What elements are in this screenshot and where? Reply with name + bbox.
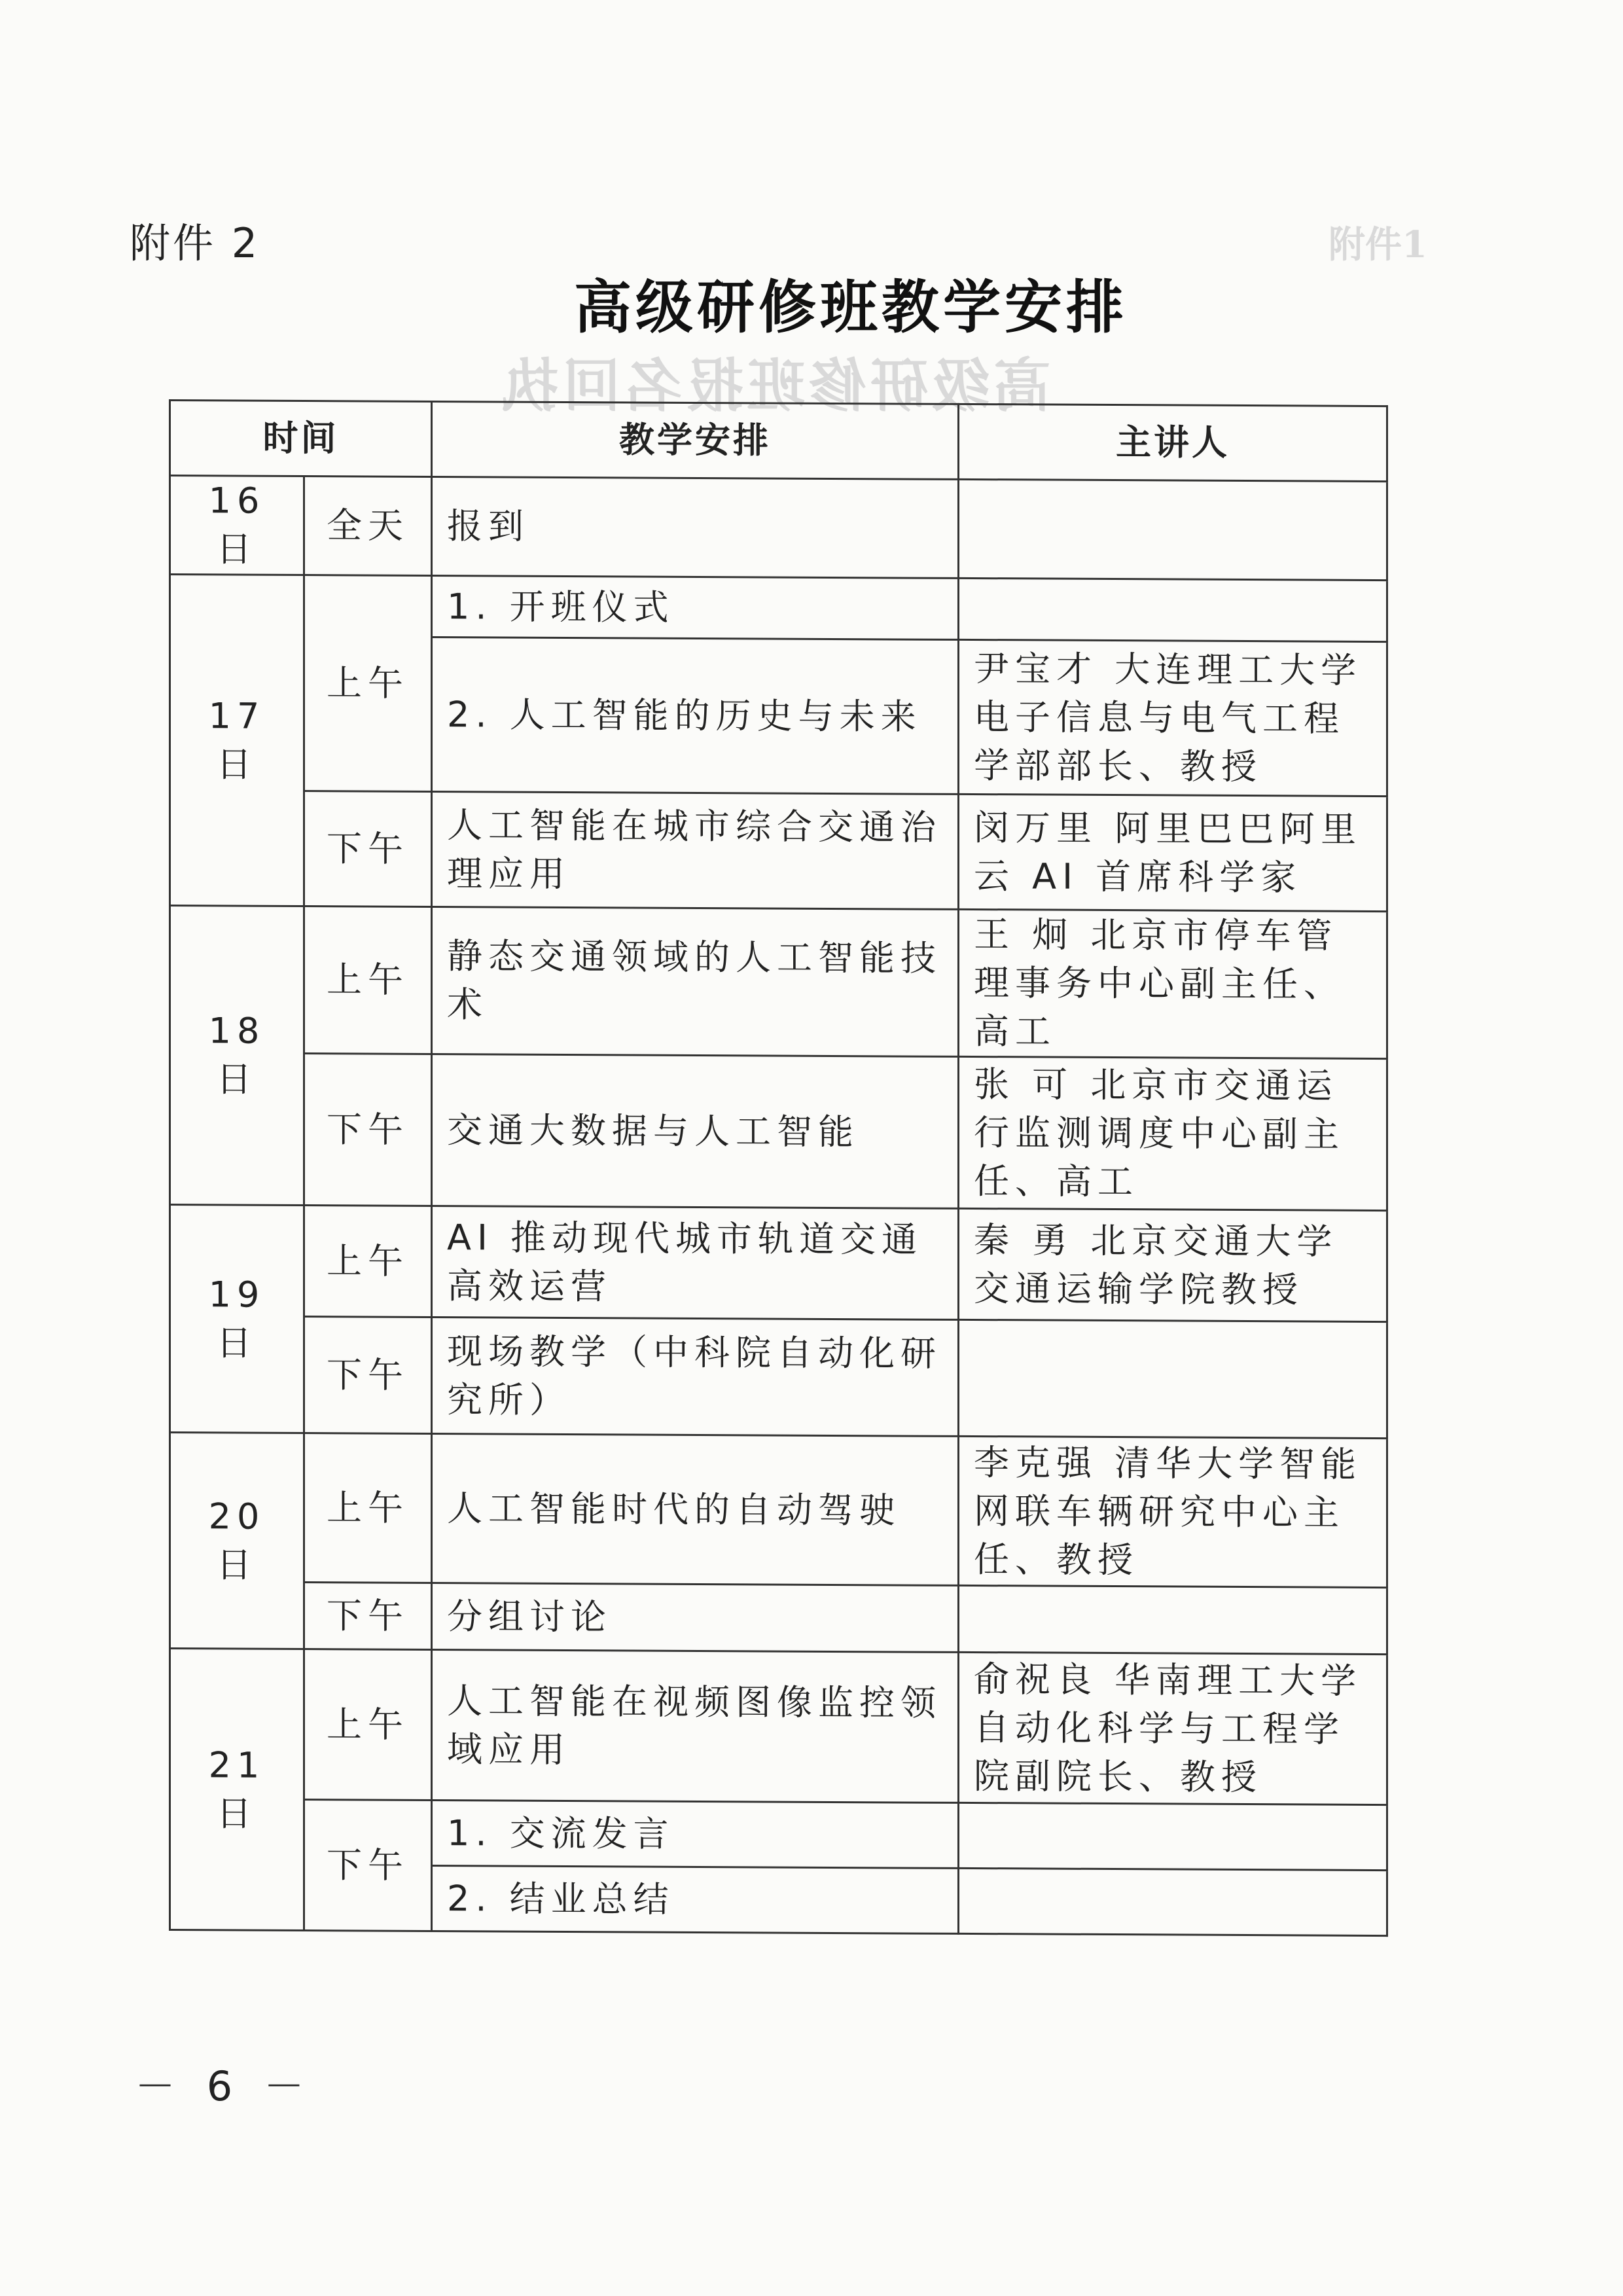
day-cell: 19 日 <box>170 1205 304 1433</box>
period-cell: 上午 <box>304 1649 432 1801</box>
topic-cell: 静态交通领域的人工智能技术 <box>432 906 959 1056</box>
header-arrangement: 教学安排 <box>432 401 959 479</box>
speaker-cell <box>959 1585 1387 1654</box>
table-row <box>170 1053 1387 1211</box>
bleed-through-attachment-label: 附件1 <box>1329 223 1427 266</box>
topic-cell: 人工智能时代的自动驾驶 <box>432 1433 959 1585</box>
topic-cell: AI 推动现代城市轨道交通高效运营 <box>432 1206 959 1319</box>
page-number: － 6 － <box>135 2062 313 2110</box>
table-row <box>170 575 1387 642</box>
topic-cell: 2. 人工智能的历史与未来 <box>432 637 959 794</box>
topic-cell: 2. 结业总结 <box>432 1865 959 1933</box>
period-cell: 上午 <box>304 575 432 792</box>
period-cell: 上午 <box>304 1206 432 1318</box>
period-cell: 下午 <box>304 791 432 907</box>
topic-cell: 交通大数据与人工智能 <box>432 1054 959 1208</box>
schedule-table <box>169 399 1388 1937</box>
speaker-cell <box>959 578 1387 641</box>
speaker-cell: 俞祝良 华南理工大学自动化科学与工程学院副院长、教授 <box>959 1652 1387 1804</box>
speaker-cell <box>959 1868 1387 1935</box>
period-cell: 上午 <box>304 906 432 1054</box>
speaker-cell <box>959 1319 1387 1438</box>
table-row <box>170 791 1387 912</box>
period-cell: 上午 <box>304 1433 432 1583</box>
speaker-cell: 闵万里 阿里巴巴阿里云 AI 首席科学家 <box>959 794 1387 911</box>
day-cell: 16 日 <box>170 476 304 575</box>
table-row <box>170 1433 1387 1588</box>
attachment-label: 附件 2 <box>130 219 260 267</box>
table-header-row <box>170 401 1387 482</box>
day-cell: 20 日 <box>170 1433 304 1649</box>
day-cell: 18 日 <box>170 906 304 1206</box>
speaker-cell <box>959 479 1387 580</box>
period-cell: 全天 <box>304 476 432 576</box>
bleed-through-title: 高级研修班报名回执 <box>497 351 1052 420</box>
document-title: 高级研修班教学安排 <box>573 273 1128 341</box>
speaker-cell: 秦 勇 北京交通大学交通运输学院教授 <box>959 1208 1387 1321</box>
table-row <box>170 476 1387 581</box>
period-cell: 下午 <box>304 1317 432 1434</box>
table-row <box>170 1582 1387 1655</box>
topic-cell: 1. 开班仪式 <box>432 575 959 639</box>
table-row <box>170 1649 1387 1805</box>
topic-cell: 现场教学（中科院自动化研究所） <box>432 1317 959 1436</box>
day-cell: 17 日 <box>170 575 304 906</box>
table-row <box>170 1799 1387 1871</box>
speaker-cell: 尹宝才 大连理工大学电子信息与电气工程学部部长、教授 <box>959 639 1387 796</box>
topic-cell: 人工智能在城市综合交通治理应用 <box>432 791 959 909</box>
speaker-cell: 李克强 清华大学智能网联车辆研究中心主任、教授 <box>959 1436 1387 1587</box>
topic-cell: 人工智能在视频图像监控领域应用 <box>432 1649 959 1803</box>
speaker-cell <box>959 1803 1387 1870</box>
topic-cell: 1. 交流发言 <box>432 1800 959 1868</box>
speaker-cell: 张 可 北京市交通运行监测调度中心副主任、高工 <box>959 1056 1387 1210</box>
period-cell: 下午 <box>304 1583 432 1650</box>
table-row <box>170 1205 1387 1322</box>
period-cell: 下午 <box>304 1800 432 1931</box>
topic-cell: 报到 <box>432 476 959 578</box>
header-time: 时间 <box>170 401 432 477</box>
header-speaker: 主讲人 <box>959 404 1387 481</box>
speaker-cell: 王 炯 北京市停车管理事务中心副主任、高工 <box>959 909 1387 1058</box>
table-row <box>170 1316 1387 1439</box>
table-row <box>170 906 1387 1059</box>
day-cell: 21 日 <box>170 1649 304 1931</box>
topic-cell: 分组讨论 <box>432 1583 959 1652</box>
period-cell: 下午 <box>304 1054 432 1206</box>
